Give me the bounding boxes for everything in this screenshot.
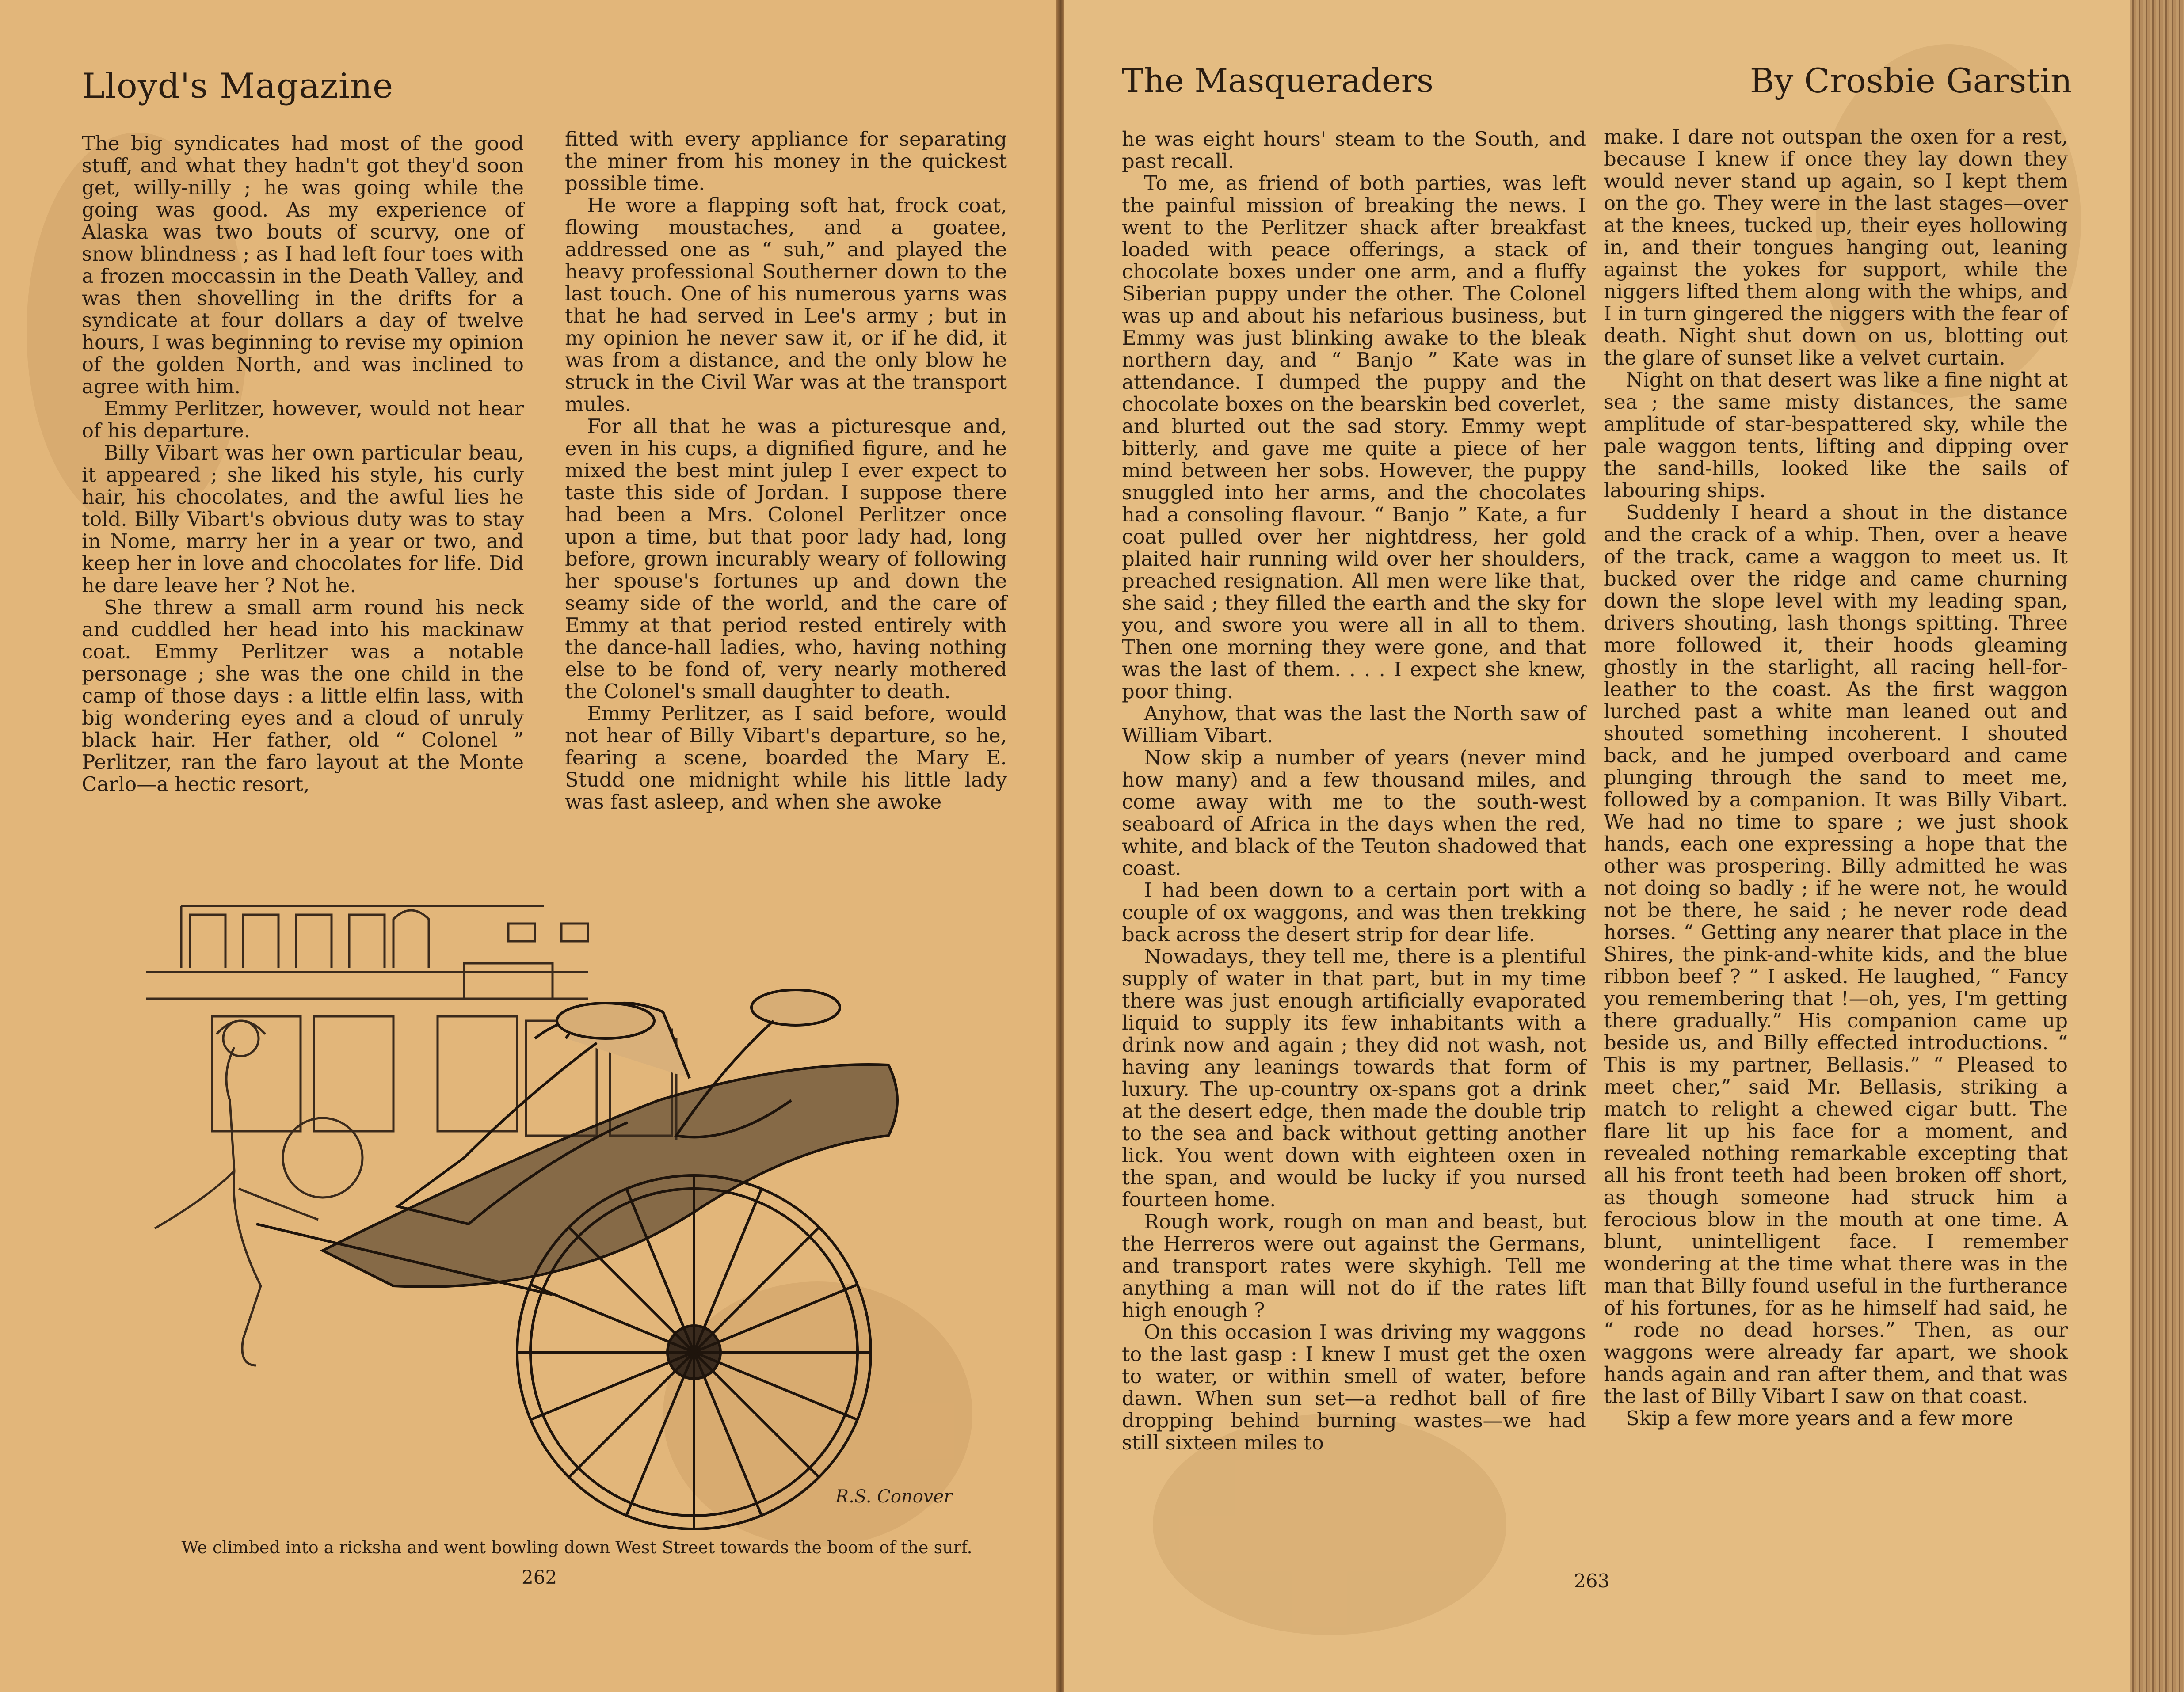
page-number: 262 [522, 1567, 557, 1588]
paragraph: Night on that desert was like a fine night at sea ; the same misty distances, the same amplitude of star-bespattered sky, while the pale waggon tents, lifting and dipping over the sand-hills, looked like the sails of labouring ships. [1604, 368, 2068, 502]
left-page [0, 0, 1056, 1692]
paragraph: make. I dare not outspan the oxen for a rest, because I knew if once they lay down they would never stand up again, so I kept them on the go. They were in the last stages—over at the knees, tucked up, their eyes hollowing in, and their tongues hanging out, leaning against the yokes for support, while the niggers lifted them along with the whips, and I in turn gingered the niggers with the fear of death. Night shut down on us, blotting out the glare of sunset like a velvet curtain. [1604, 125, 2068, 369]
page-number: 263 [1574, 1570, 1610, 1592]
paragraph: For all that he was a picturesque and, even in his cups, a dignified figure, and he mixed the best mint julep I ever expect to taste this side of Jordan. I suppose there had been a Mrs. Colonel Perlitzer once upon a time, but that poor lady had, long before, grown incurably weary of following her spouse's fortunes up and down the seamy side of the world, and the care of Emmy at that period rested entirely with the dance-hall ladies, who, having nothing else to be fond of, very nearly mothered the Colonel's small daughter to death. [565, 414, 1007, 703]
paragraph: Emmy Perlitzer, however, would not hear of his departure. [82, 397, 524, 442]
paragraph: To me, as friend of both parties, was left the painful mission of breaking the news. I went to the Perlitzer shack after breakfast loaded with peace offerings, a stack of chocolate boxes under one arm, and a fluffy Siberian puppy under the other. The Colonel was up and about his nefarious business, but Emmy was just blinking awake to the bleak northern day, and “ Banjo ” Kate was in attendance. I dumped the puppy and the chocolate boxes on the bearskin bed coverlet, and blurted out the sad story. Emmy wept bitterly, and gave me quite a piece of her mind between her sobs. However, the puppy snuggled into her arms, and the chocolates had a consoling flavour. “ Banjo ” Kate, a fur coat pulled over her nightdress, her gold plaited hair running wild over her shoulders, preached resignation. All men were like that, she said ; they filled the earth and the sky for you, and swore you were all in all to them. Then one morning they were gone, and that was the last of them. . . . I expect she knew, poor thing. [1122, 171, 1586, 703]
text-column-1 [1122, 128, 1586, 1454]
paragraph: Skip a few more years and a few more [1626, 1407, 2013, 1430]
paragraph: She threw a small arm round his neck and cuddled her head into his mackinaw coat. Emmy Perlitzer was a notable personage ; she was the one child in the camp of those days : a little elfin lass, with big wondering eyes and a cloud of unruly black hair. Her father, old “ Colonel ” Perlitzer, ran the faro layout at the Monte Carlo—a hectic resort, [82, 596, 524, 796]
paragraph: On this occasion I was driving my waggons to the last gasp : I knew I must get the oxen to water, or within smell of water, before dawn. When sun set—a redhot ball of fire dropping behind burning wastes—we had still sixteen miles to [1122, 1320, 1586, 1454]
page-edges [2130, 0, 2184, 1692]
right-page [1064, 0, 2130, 1692]
paragraph: Emmy Perlitzer, as I said before, would not hear of Billy Vibart's departure, so he, fearing a scene, boarded the Mary E. Studd one midnight while his little lady was fast asleep, and when she awoke [565, 702, 1007, 814]
paragraph: Anyhow, that was the last the North saw of William Vibart. [1122, 702, 1586, 747]
paragraph: Now skip a number of years (never mind how many) and a few thousand miles, and come away with me to the south-west seaboard of Africa in the days when the red, white, and black of the Teuton shadowed that coast. [1122, 746, 1586, 880]
ricksha-illustration [146, 853, 1008, 1542]
paragraph: He wore a flapping soft hat, frock coat, flowing moustaches, and a goatee, addressed one as “ suh,” and played the heavy professional Southerner down to the last touch. One of his numerous yarns was that he had served in Lee's army ; but in my opinion he never saw it, or if he did, it was from a distance, and the only blow he struck in the Civil War was at the transport mules. [565, 194, 1007, 416]
artist-signature: R.S. Conover [835, 1487, 953, 1507]
text-column-1 [82, 133, 524, 795]
running-head-title: The Masqueraders [1122, 62, 1434, 100]
running-head: Lloyd's Magazine [82, 66, 394, 106]
paragraph: fitted with every appliance for separating the miner from his money in the quickest possible time. [565, 127, 1007, 195]
paragraph: I had been down to a certain port with a couple of ox waggons, and was then trekking back across the desert strip for dear life. [1122, 878, 1586, 946]
running-head-author: By Crosbie Garstin [1749, 61, 2072, 100]
text-column-2 [565, 128, 1007, 813]
paragraph: Billy Vibart was her own particular beau, it appeared ; she liked his style, his curly hair, his chocolates, and the awful lies he told. Billy Vibart's obvious duty was to stay in Nome, marry her in a year or two, and keep her in love and chocolates for life. Did he dare leave her ? Not he. [82, 441, 524, 597]
paragraph: Suddenly I heard a shout in the distance and the crack of a whip. Then, over a heave of the track, came a waggon to meet us. It bucked over the ridge and came churning down the slope level with my leading span, drivers shouting, lash thongs spitting. Three more followed it, their hoods gleaming ghostly in the starlight, all racing hell-for-leather to the coast. As the first waggon lurched past a white man leaned out and shouted something incoherent. I shouted back, and he jumped overboard and came plunging through the sand to meet me, followed by a companion. It was Billy Vibart. We had no time to spare ; we just shook hands, each one expressing a hope that the other was prospering. Billy admitted he was not doing so badly ; if he were not, he would not be there, he said ; he never rode dead horses. “ Getting any nearer that place in the Shires, the pink-and-white kids, and the blue ribbon beef ? ” I asked. He laughed, “ Fancy you remembering that !—oh, yes, I'm getting there gradually.” His companion came up beside us, and Billy effected introductions. “ This is my partner, Bellasis.” “ Pleased to meet cher,” said Mr. Bellasis, striking a match to relight a chewed cigar butt. The flare lit up his face for a moment, and revealed nothing remarkable excepting that all his front teeth had been broken off short, as though someone had struck him a ferocious blow in the mouth at one time. A blunt, unintelligent face. I remember wondering at the time what there was in the man that Billy found useful in the furtherance of his fortunes, for as he himself had said, he “ rode no dead horses.” Then, as our waggons were already far apart, we shook hands again and ran after them, and that was the last of Billy Vibart I saw on that coast. [1604, 501, 2068, 1408]
paragraph: Rough work, rough on man and beast, but the Herreros were out against the Germans, and transport rates were skyhigh. Tell me anything a man will not do if the rates lift high enough ? [1122, 1210, 1586, 1322]
paragraph: The big syndicates had most of the good stuff, and what they hadn't got they'd soon get, willy-nilly ; he was going while the going was good. As my experience of Alaska was two bouts of scurvy, one of snow blindness ; as I had left four toes with a frozen moccassin in the Death Valley, and was then shovelling in the drifts for a syndicate at four dollars a day of twelve hours, I was beginning to revise my opinion of the golden North, and was inclined to agree with him. [82, 132, 524, 398]
paragraph: Nowadays, they tell me, there is a plentiful supply of water in that part, but in my time there was just enough artificially evaporated liquid to supply its few inhabitants with a drink now and again ; they did not wash, not having any leanings towards that form of luxury. The up-country ox-spans got a drink at the desert edge, then made the double trip to the sea and back without getting another lick. You went down with eighteen oxen in the span, and would be lucky if you nursed fourteen home. [1122, 945, 1586, 1211]
illustration-caption: We climbed into a ricksha and went bowling down West Street towards the boom of the surf. [181, 1538, 972, 1557]
text-column-2 [1604, 126, 2068, 1430]
spine-gutter [1056, 0, 1064, 1692]
paragraph: he was eight hours' steam to the South, and past recall. [1122, 127, 1586, 173]
